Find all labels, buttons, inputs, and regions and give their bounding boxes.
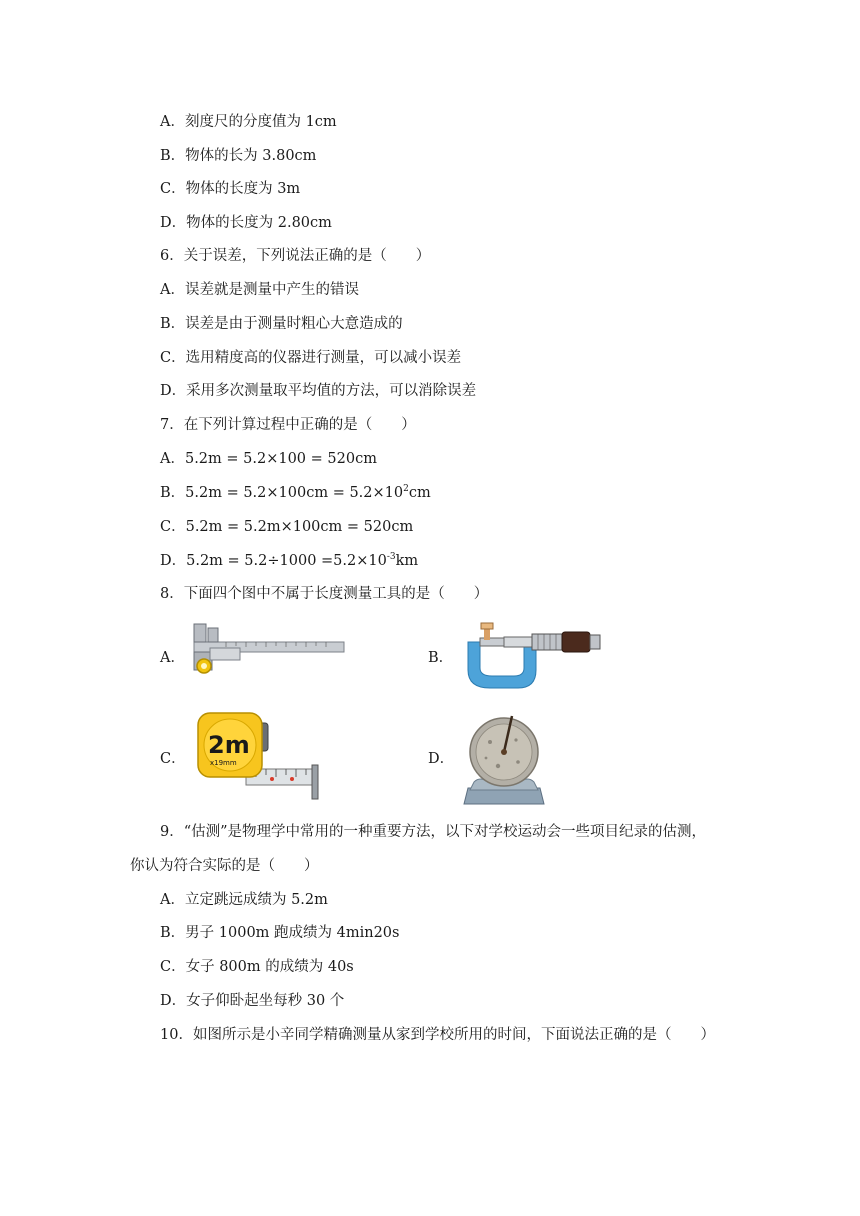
q9-option-a: A．立定跳远成绩为 5.2m — [160, 892, 328, 908]
q5-option-b: B．物体的长为 3.80cm — [160, 148, 317, 164]
q7-option-a: A．5.2m = 5.2×100 = 520cm — [160, 451, 377, 467]
tape-label: 2m — [208, 731, 250, 759]
q7-d-text: D．5.2m = 5.2÷1000 =5.2×10 — [160, 553, 387, 569]
q8-label-c: C． — [160, 751, 186, 767]
q5-option-d: D．物体的长度为 2.80cm — [160, 215, 332, 231]
q9-stem-line1: 9．“估测”是物理学中常用的一种重要方法，以下对学校运动会一些项目纪录的估测， — [160, 824, 707, 840]
tape-measure-image — [194, 709, 324, 809]
q6-option-b: B．误差是由于测量时粗心大意造成的 — [160, 316, 403, 332]
q6-option-d: D．采用多次测量取平均值的方法，可以消除误差 — [160, 383, 477, 399]
q7-b-exponent: 2 — [403, 484, 409, 494]
q9-option-c: C．女子 800m 的成绩为 40s — [160, 959, 354, 975]
q8-label-b: B． — [428, 650, 454, 666]
q6-option-c: C．选用精度高的仪器进行测量，可以减小误差 — [160, 350, 462, 366]
tape-sublabel: x19mm — [210, 759, 237, 767]
q6-option-a: A．误差就是测量中产生的错误 — [160, 282, 359, 298]
q7-option-c: C．5.2m = 5.2m×100cm = 520cm — [160, 519, 414, 535]
q7-d-exponent: -3 — [386, 552, 396, 562]
q7-b-unit: cm — [408, 485, 431, 501]
q9-option-d: D．女子仰卧起坐每秒 30 个 — [160, 993, 345, 1009]
q5-option-c: C．物体的长度为 3m — [160, 181, 301, 197]
vernier-caliper-image — [186, 620, 346, 680]
sundial-image — [460, 712, 548, 808]
q6-stem: 6．关于误差，下列说法正确的是（ ） — [160, 248, 431, 264]
q7-stem: 7．在下列计算过程中正确的是（ ） — [160, 417, 416, 433]
q8-label-d: D． — [428, 751, 455, 767]
q7-option-b — [160, 483, 431, 503]
q9-option-b: B．男子 1000m 跑成绩为 4min20s — [160, 925, 400, 941]
q7-d-unit: km — [395, 553, 419, 569]
q7-b-text: B．5.2m = 5.2×100cm = 5.2×10 — [160, 485, 404, 501]
q9-stem-line2: 你认为符合实际的是（ ） — [130, 858, 319, 874]
q5-option-a: A．刻度尺的分度值为 1cm — [160, 114, 337, 130]
q8-label-a: A． — [160, 650, 185, 666]
micrometer-image — [462, 620, 607, 695]
q7-option-d — [160, 551, 418, 571]
q8-stem: 8．下面四个图中不属于长度测量工具的是（ ） — [160, 586, 489, 602]
q10-stem: 10．如图所示是小辛同学精确测量从家到学校所用的时间，下面说法正确的是（ ） — [160, 1027, 715, 1043]
